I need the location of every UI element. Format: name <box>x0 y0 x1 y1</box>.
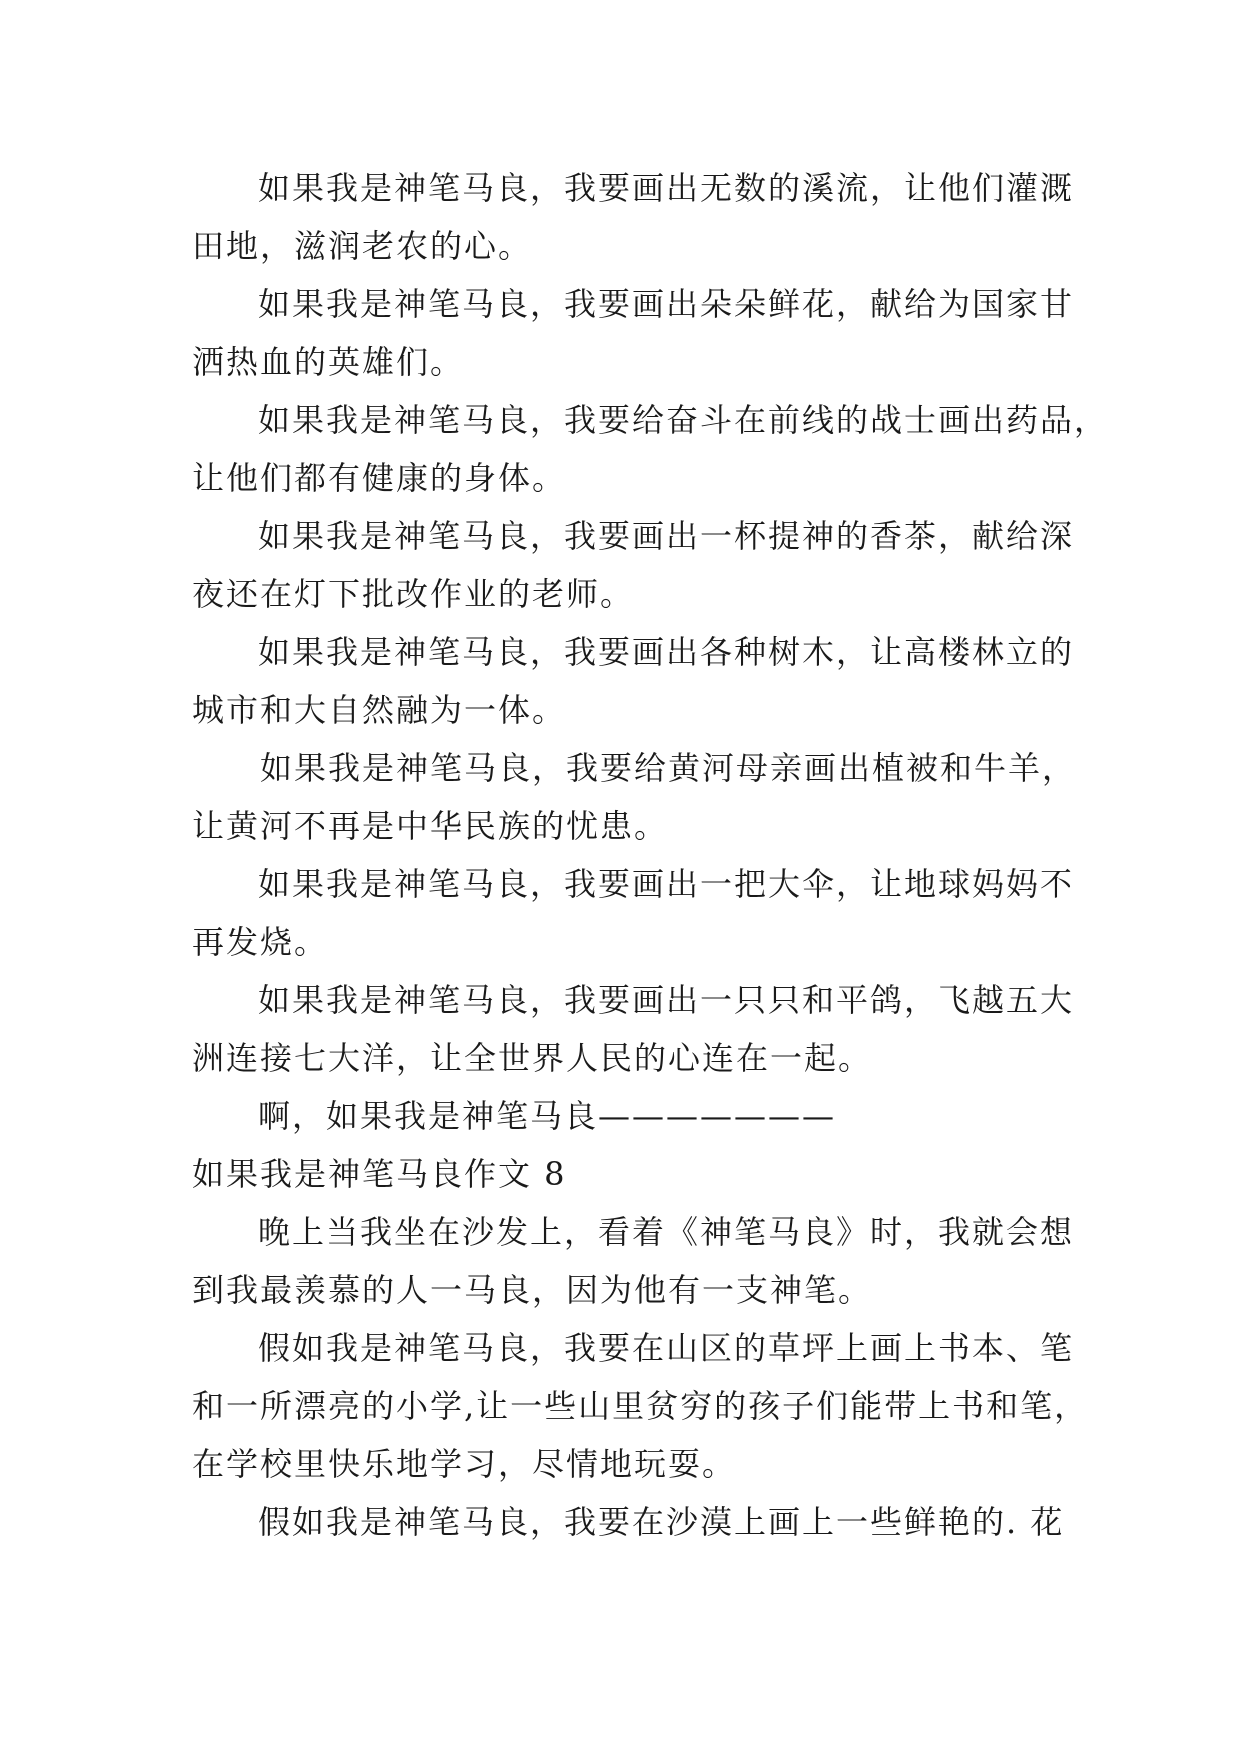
text-line: 夜还在灯下批改作业的老师。 <box>192 575 635 613</box>
text-line: 假如我是神笔马良，我要在沙漠上画上一些鲜艳的. 花 <box>258 1503 1065 1541</box>
text-line: 如果我是神笔马良，我要画出无数的溪流，让他们灌溉 <box>258 169 1075 207</box>
text-line: 到我最羡慕的人一马良，因为他有一支神笔。 <box>192 1271 873 1309</box>
text-line: 让他们都有健康的身体。 <box>192 459 567 497</box>
text-line: 如果我是神笔马良，我要画出一把大伞，让地球妈妈不 <box>258 865 1075 903</box>
text-line: 如果我是神笔马良，我要给奋斗在前线的战士画出药品， <box>258 401 1109 439</box>
text-line: 田地，滋润老农的心。 <box>192 227 533 265</box>
text-line: 如果我是神笔马良，我要画出朵朵鲜花，献给为国家甘 <box>258 285 1075 323</box>
text-line: 再发烧。 <box>192 923 329 961</box>
text-line: 和一所漂亮的小学,让一些山里贫穷的孩子们能带上书和笔， <box>192 1387 1089 1425</box>
text-line: 假如我是神笔马良，我要在山区的草坪上画上书本、笔 <box>258 1329 1075 1367</box>
text-line: 如果我是神笔马良，我要画出各种树木，让高楼林立的 <box>258 633 1075 671</box>
text-line: 晚上当我坐在沙发上，看着《神笔马良》时，我就会想 <box>258 1213 1075 1251</box>
text-line: 让黄河不再是中华民族的忧患。 <box>192 807 669 845</box>
text-line: 如果我是神笔马良，我要给黄河母亲画出植被和牛羊， <box>260 749 1077 787</box>
text-line: 洒热血的英雄们。 <box>192 343 465 381</box>
text-line: 洲连接七大洋，让全世界人民的心连在一起。 <box>192 1039 873 1077</box>
text-line: 如果我是神笔马良，我要画出一只只和平鸽，飞越五大 <box>258 981 1075 1019</box>
text-line: 在学校里快乐地学习，尽情地玩耍。 <box>192 1445 737 1483</box>
text-line: 啊，如果我是神笔马良——————— <box>258 1097 837 1135</box>
text-line: 城市和大自然融为一体。 <box>192 691 567 729</box>
text-line: 如果我是神笔马良，我要画出一杯提神的香茶，献给深 <box>258 517 1075 555</box>
section-heading: 如果我是神笔马良作文 8 <box>192 1155 567 1193</box>
